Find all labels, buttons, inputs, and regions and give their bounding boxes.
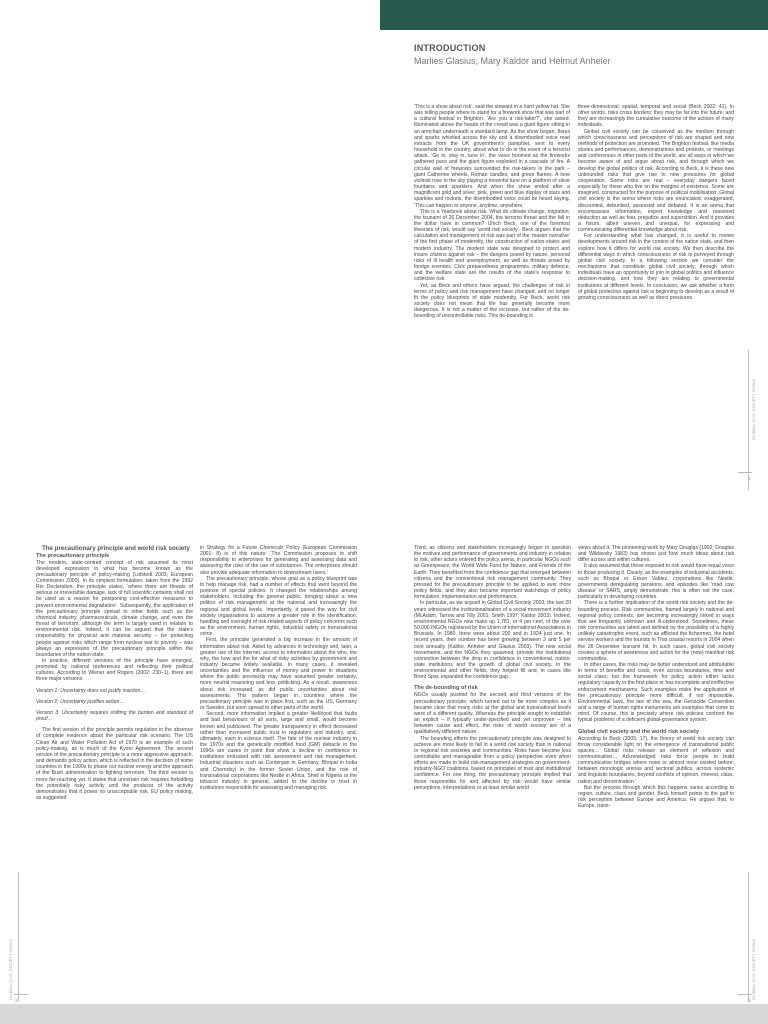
running-side-label-right: GLOBAL CIVIL SOCIETY 2005/6 (752, 939, 756, 1000)
version-item: Version 2: Uncertainty justifies action… (36, 698, 125, 705)
page2-column-2 (200, 545, 357, 1011)
paragraph: three-dimensional: spatial, temporal and social (Beck 2002: 41). In other words, risks cross borders; they may be far into the future; and they are increasingly the cumulative outcome of the actions of many individuals. (578, 104, 734, 129)
side-rule (748, 872, 749, 1002)
paragraph: The bounding efforts the precautionary principle was designed to achieve are more likely to fail in a world risk society than in national or regional risk societies and communities. Risks have become less controllable and manageable from a policy perspective even when efforts are made to build risk-management strategies on government-industry-NGO coalitions, based on principles of trust and institutional confidence. For one thing, the precautionary principle implied that those responsible for and affected by risk would have similar perceptions, interpretations or at least similar world (414, 735, 571, 791)
page-number-left: 2 (15, 998, 18, 1003)
running-side-label: GLOBAL CIVIL SOCIETY 2005/6 (752, 379, 756, 440)
paragraph: Global civil society can be conceived as the medium through which consciousness and perceptions of risk are shaped and new methods of protection are promoted. The Brighton festival, like media stories and performances, demonstrations and protests, or meetings and conferences in other parts of the world, are all ways in which we become aware of and argue about risk, and through which we develop the global politics of risk. According to Beck, it is these new unbounded risks that give rise to new pressures for global cooperation. Some risks are real – everyday dangers faced especially by those who live on the margins of existence. Some are imagined, constructed for the purpose of political mobilisation. Global civil society is the arena where risks are enunciated, exaggerated, discounted, debunked, assessed and debated. It is an arena that encompasses information, expert knowledge and reasoned deduction as well as fear, prejudice and superstition. And it provides a forum, albeit uneven and unequal, for expressing and communicating differential knowledge about risk. (578, 128, 734, 234)
paragraph: The first version of the principle permits regulation in the absence of complete evidence about the particular risk scenario. The US Clean Air and Water Pollution Act of 1970 is an example of such policy-making, as is much of the Kyoto Agreement. The second version of the precautionary principle is a more aggressive approach, and demands policy action, which is reflected in the decision of some countries in the 1990s to phase out nuclear energy and the approach of the Bush administration to fighting terrorism. The third version is more far-reaching yet. It states that uncertain risk requires forbidding the potentially risky activity until the producer of the activity demonstrates that it poses no unacceptable risk. EU policy making, as suggested (36, 727, 193, 801)
paragraph: In particular, as we argued in Global Civil Society 2003, the last 20 years witnessed the institutionalisation of a social movement industry (McAdam, Tarrow and Tilly 2001; Smith 1997; Kaldor 2003). Indeed, environmental NGOs now make up 1,781, or 4 per cent, of the over 50,000 INGOs registered by the Union of International Associations in Brussels. In 1980, there were about 200 and in 1924 just one. In recent years, their number has been growing between 3 and 5 per cent annually (Kaldor, Anheier and Glasius 2003). The new social movements, and the NGOs they spawned, provide the institutional connection between the drop in confidence in conventional, nation-state institutions and the growth of global civil society. In the environmental and other fields, they helped fill and, in cases like Brent Spar, expanded the confidence gap. (414, 600, 571, 681)
folio-rule (14, 994, 28, 995)
paragraph: In other cases, the risks may be better understood and attributable in terms of benefits and costs, even across boundaries, time and social class; but the framework for policy action either lacks regulatory capacity in the first place or has incomplete and ineffective enforcement mechanisms. Such examples make the application of the precautionary principle more difficult, if not impossible. Environmental laws, the law of the sea, the Genocide Convention and a range of human rights instruments are examples that come to mind. Of course, this is precisely where risk policies confront the typical problems of a deficient global-governance system. (578, 661, 734, 724)
paragraph: Third, as citizens and stakeholders increasingly began to question the motives and performance of governments and industry in relation to risk, other actors entered the policy arena, in particular NGOs such as Greenpeace, the World Wide Fund for Nature, and Friends of the Earth. They benefited from the confidence gap that emerged between citizens and the conventional risk management community. They pressed for the precautionary principle to be applied to ever more policy fields, and they also became important watchdogs of policy formulation, implementation and performance. (414, 545, 571, 601)
page2-column-3 (414, 545, 571, 1011)
version-item: Version 3: Uncertainty requires shifting the burden and standard of proof… (36, 709, 193, 723)
version-item: Version 1: Uncertainty does not justify inaction… (36, 687, 146, 694)
header-color-band (380, 0, 768, 30)
running-side-label-left: GLOBAL CIVIL SOCIETY 2005/6 (9, 939, 13, 1000)
page1-column-1 (414, 104, 570, 496)
page1-column-2 (578, 104, 734, 434)
folio-rule (738, 994, 752, 995)
paragraph: ‘This is a show about risk’, said the steward in a hard yellow hat. She was telling people where to stand for a firework show that was part of a cultural festival in Brighton. ‘Are you a risk-taker?’, she asked. Illuminated above the heads of the crowd was a giant figure sitting in an armchair underneath a standard lamp. As the show began, flares and sparks whistled across the sky and a disembodied voice read extracts from the UK government’s pamphlet, sent to every household in the country, about what to do in the event of a terrorist attack. ‘Go in, stay in, tune in’, the voice boomed as the fireworks gathered pace and the giant figure exploded in a cascade of fire. A circular wall of fireworks surrounded the risk-takers in the park – giant Catherine wheels, Roman candles, and green flames. A lone violinist rose to the sky playing a mournful tune on a platform of silver fountains and sparklers. And when the show ended after a magnificent gold and silver, pink, green and blue display of stars and sparkles and rockets, the disembodied voice could be heard saying, ‘This can happen to anyone, anytime, anywhere.’ (414, 104, 570, 209)
paragraph: First, the principle generated a big increase in the amount of information about risk. Aided by advances in technology and, later, a greater use of the internet, access to information about the who, the why, the how and the for what of risky activities by government and industry became widely available. In many cases, it revealed uncertainties and the influence of money and power in situations where the public previously may have assumed greater certainty, more neutral reasoning and less politicking. As a result, awareness about risk increased, as did public uncertainties about risk assessments. This pattern began in countries where the precautionary principle was in place first, such as the US, Germany or Sweden, but soon spread to other parts of the world. (200, 637, 357, 712)
viewer-footer-bar (0, 1004, 768, 1024)
chapter-title: INTRODUCTION (414, 43, 486, 53)
side-rule (748, 350, 749, 490)
side-rule (18, 872, 19, 1002)
paragraph: According to Beck (2005: 17), the theory of world risk society can throw considerable light on the emergence of transnational public spaces… Global risks release an element of reflexion and communication… Acknowledged risks force people to build communicative bridges where none or almost none existed before: between monologic arenas and sectoral publics, across systemic and linguistic boundaries, beyond conflicts of opinion, interest, class, nation and denomination.’ (578, 735, 734, 785)
paragraph: For understanding what has changed, it is useful to review developments around risk in the context of the nation state, and then explore how it differs for world risk society. We then describe the differential ways in which consciousness of risk is purveyed through global civil society. In a following section we consider the mechanisms that constitute global civil society, through which individuals have an opportunity to join in global politics and influence decision-making, and how they are relating to governmental institutions at different levels. In conclusion, we ask whether a form of global protection against risk is beginning to develop as a result of growing consciousness as well as direct pressures. (578, 233, 734, 301)
paragraph: in Strategy for a Future Chemicals Policy (European Commission 2001: 8) is of this nature: ‘The Commission proposes to shift responsibility to enterprises for generating and assessing data and assessing the risks of the use of substances. The enterprises should also provide adequate information to downstream users.’ (200, 545, 357, 576)
paragraph: In practice, different versions of the principle have emerged, promoted by national preferences and reflecting their political cultures. According to Wiener and Rogers (2002: 230–1), there are three major versions: (36, 658, 193, 683)
paragraph: Yet, as Beck and others have argued, the challenges of risk in terms of policy and risk management have changed, and no longer fit the policy blueprints of state modernity. For Beck, world risk society does not mean that life has generally become more dangerous. It is not a matter of the increase, but rather of the de-bounding of uncontrollable risks. This de-bounding is (414, 282, 570, 320)
page2-column-4 (578, 545, 734, 1011)
folio-rule (738, 472, 752, 473)
subsection-heading: Global civil society and the world risk society (578, 728, 699, 735)
paragraph: views about it. The pioneering work by Mary Douglas (1992; Douglas and Wildavsky 1983) has shown just how much ideas about risk differ across and within cultures. (578, 545, 734, 564)
paragraph: Second, more information implied a greater likelihood that faults and bad behaviours of all sorts, large and small, would become known and publicised. The greater transparency in effect decreased rather than increased public trust in regulators and industry, and, ultimately, even in science itself. The fate of the nuclear industry in the 1970s and the genetically modified food (GM) debacle in the 1990s are cases in point that show a decline in confidence in institutions entrusted with risk assessment and risk management. Industrial disasters such as Contergan in Germany, Bhopal in India and Chernobyl in the former Soviet Union, and the role of transnational corporations like Nestlé in Africa, Shell in Nigeria or the tobacco industry in general, added to the decline in trust in institutions responsible for assessing and managing risk. (200, 711, 357, 792)
paragraph: NGOs usually pushed for the second and third versions of the precautionary principle, which turned out to be more complex as it became clear that many risks at the global and transnational levels were of a different quality. Whereas the principle sought to establish an explicit – if typically under-specified and yet unproven – link between cause and effect, the risks of world society are of a qualitatively different nature. (414, 692, 571, 736)
subsection-heading: The de-bounding of risk (414, 685, 478, 692)
page2-column-1 (36, 545, 193, 1011)
paragraph: But the process through which this happens varies according to region, culture, class and gender. Beck himself points to the gulf in risk perception between Europe and America. He argues that, in Europe, trans- (578, 784, 734, 810)
chapter-authors: Marlies Glasius, Mary Kaldor and Helmut Anheier (414, 56, 611, 66)
subsection-heading: The precautionary principle (36, 552, 110, 559)
page-number: 1 (748, 476, 751, 481)
paragraph: It also assumed that those exposed to risk would have equal voice to those producing it. Clearly, as the examples of industrial accidents, such as Bhopal or Exxon Valdez, corporations like Nestlé, governments deregulating pensions, and episodes like ‘mad cow disease’ or SARS, amply demonstrate, this is often not the case, particularly in developing countries. (578, 563, 734, 601)
section-heading: The precautionary principle and world risk society (42, 545, 190, 552)
paragraph: There is a further implication of the world risk society and the de-bounding process. Risk communities, framed largely in national and regional policy contexts, are becoming increasingly linked in ways that are frequently unknown and ill-understood. Sometimes, these risk communities are latent and defined by the possibility of a highly unlikely catastrophic event, such as afflicted the fishermen, the hotel service workers and the tourists in Thai coastal resorts in 2004 when the 26 December tsunami hit. In such cases, global civil society creates a sphere of awareness and action for the (now) manifest risk communities. (578, 600, 734, 662)
page-2-spread (0, 512, 768, 1024)
paragraph: This is a Yearbook about risk. What do climate change, migration, the tsunami of 26 December 2004, the terrorist threat and the fall in the dollar have in common? Ulrich Beck, one of the foremost theorists of risk, would say ‘world risk society’. Beck argues that the calculation and management of risk was part of the ‘master narrative’ of the first phase of modernity, the construction of nation-states and modern industry. The modern state was designed to protect and insure citizens against risk – the dangers posed by nature, personal risks of ill health and unemployment, as well as threats posed by foreign enemies. Civic preparedness programmes, military defence, and the welfare state are the results of the state’s response to collective risk. (414, 208, 570, 283)
paragraph: The precautionary principle, whose goal as a policy blueprint was to help manage risk, had a number of effects that went beyond the purpose of special policies. It changed the relationships among stakeholders, including the general public, bringing about a new politics of risk management at the national and increasingly the regional and global levels. Importantly, it paved the way for civil society organisations to assume a greater role in the identification, handling and oversight of risk-related aspects of policy concerns such as the environment, human rights, industrial safety or transnational crime. (200, 575, 357, 638)
paragraph: The modern, state-centred concept of risk assumed its most developed expression in what has become known as the precautionary principle of policy-making (Lofstedt 2003; European Commission 2000). In its simplest formulation, taken from the 1992 Rio Declaration, the principle states, ‘where there are threats of serious or irreversible damage, lack of full scientific certainty shall not be used as a reason for postponing cost-effective measures to prevent environmental degradation’. Subsequently, the application of the precautionary principle spread to other fields such as the chemical industry, pharmaceuticals, climate change, and even the threat of terrorism, although the term is largely used in relation to environmental risk. Indeed, it can be argued that the state’s responsibility for physical and material security – for protecting people against risks which range from nuclear war to poverty – was always an expression of the precautionary principle within the boundaries of the nation-state. (36, 559, 193, 658)
page-number-right: 3 (748, 998, 751, 1003)
